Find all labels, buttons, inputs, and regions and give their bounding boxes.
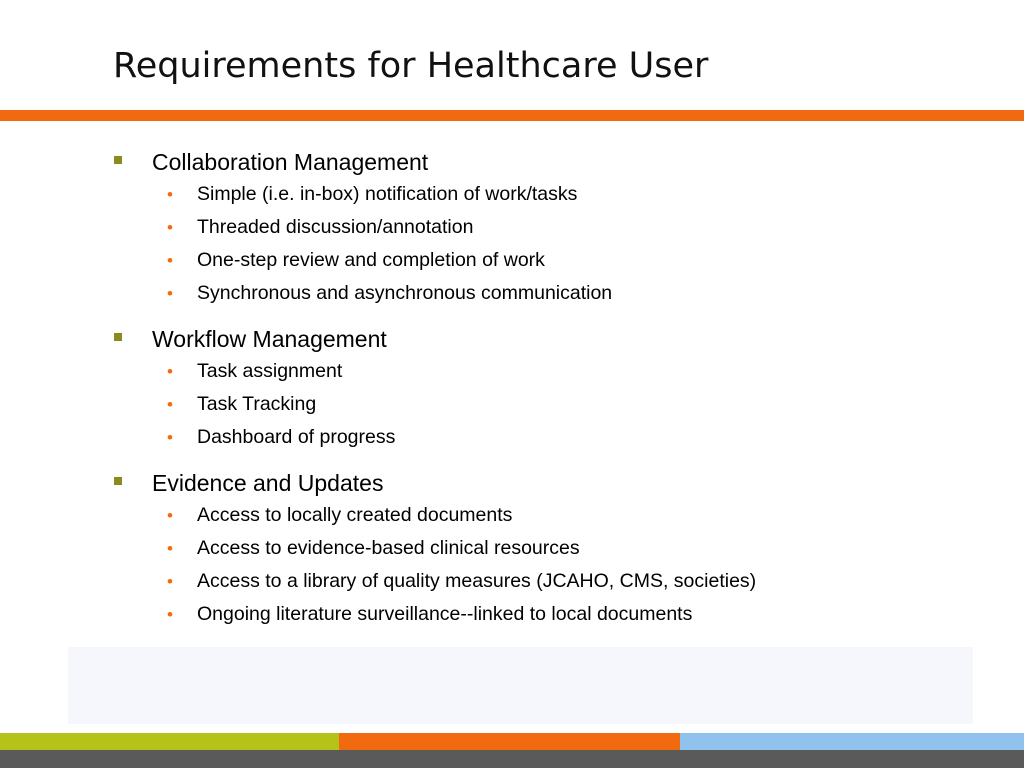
dot-bullet-icon: • bbox=[167, 572, 173, 591]
dot-bullet-icon: • bbox=[167, 185, 173, 204]
title-underline-bar bbox=[0, 110, 1024, 121]
list-item-text: Task Tracking bbox=[197, 393, 317, 415]
section-heading: Collaboration Management bbox=[152, 149, 429, 175]
list-item-text: Synchronous and asynchronous communication bbox=[197, 282, 613, 304]
square-bullet-icon bbox=[114, 477, 122, 485]
dot-bullet-icon: • bbox=[167, 284, 173, 303]
footer-bar-gray bbox=[0, 750, 1024, 768]
dot-bullet-icon: • bbox=[167, 605, 173, 624]
list-item-text: Access to locally created documents bbox=[197, 504, 513, 526]
list-item-text: Threaded discussion/annotation bbox=[197, 216, 474, 238]
list-item-text: Access to evidence-based clinical resources bbox=[197, 537, 580, 559]
list-item-text: Ongoing literature surveillance--linked to local documents bbox=[197, 603, 693, 625]
footer-bar-blue bbox=[680, 733, 1024, 750]
dot-bullet-icon: • bbox=[167, 251, 173, 270]
dot-bullet-icon: • bbox=[167, 506, 173, 525]
dot-bullet-icon: • bbox=[167, 362, 173, 381]
dot-bullet-icon: • bbox=[167, 218, 173, 237]
section-heading: Evidence and Updates bbox=[152, 470, 384, 496]
footer-panel bbox=[68, 647, 973, 724]
footer-bar-green bbox=[0, 733, 339, 750]
list-item-text: One-step review and completion of work bbox=[197, 249, 545, 271]
dot-bullet-icon: • bbox=[167, 428, 173, 447]
list-item-text: Task assignment bbox=[197, 360, 343, 382]
footer-bar-orange bbox=[339, 733, 680, 750]
dot-bullet-icon: • bbox=[167, 539, 173, 558]
square-bullet-icon bbox=[114, 333, 122, 341]
list-item-text: Access to a library of quality measures (JCAHO, CMS, societies) bbox=[197, 570, 757, 592]
dot-bullet-icon: • bbox=[167, 395, 173, 414]
square-bullet-icon bbox=[114, 156, 122, 164]
list-item-text: Simple (i.e. in-box) notification of work/tasks bbox=[197, 183, 578, 205]
section-heading: Workflow Management bbox=[152, 326, 387, 352]
slide-title: Requirements for Healthcare User bbox=[113, 46, 709, 86]
list-item-text: Dashboard of progress bbox=[197, 426, 396, 448]
